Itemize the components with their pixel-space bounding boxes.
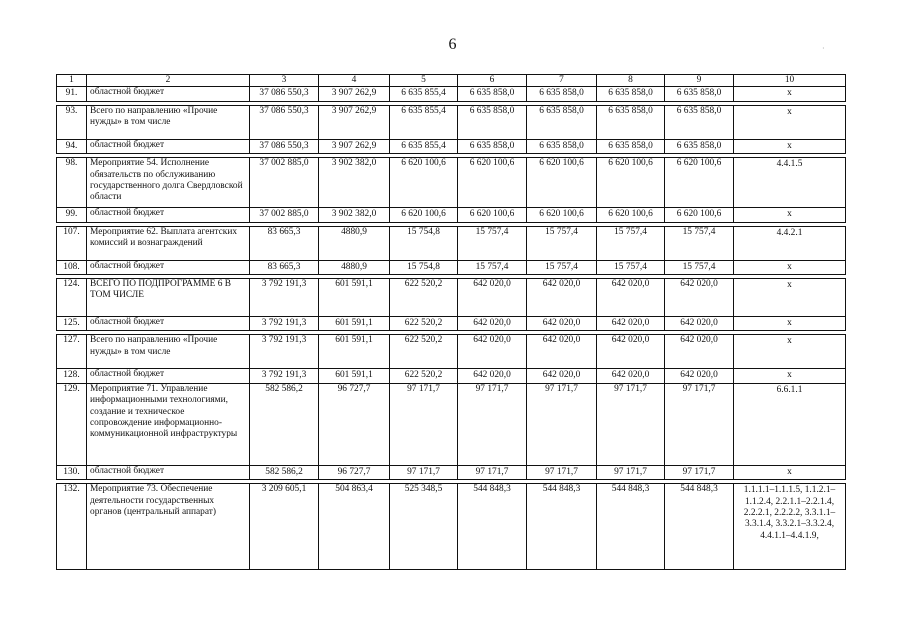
table-subrow (57, 317, 846, 331)
header-cell: 9 (665, 75, 734, 87)
amount-cell: 642 020,0 (527, 335, 597, 369)
amount-cell: 6 635 858,0 (665, 87, 734, 101)
amount-cell: 504 863,4 (319, 484, 390, 570)
amount-cell: 15 754,8 (390, 226, 458, 260)
row-name: ВСЕГО ПО ПОДПРОГРАММЕ 6 В ТОМ ЧИСЛЕ (87, 279, 250, 317)
amount-cell: 15 757,4 (527, 260, 597, 274)
target-code: x (734, 279, 846, 317)
amount-cell: 6 635 858,0 (527, 87, 597, 101)
amount-cell: 3 792 191,3 (250, 279, 319, 317)
amount-cell: 544 848,3 (458, 484, 527, 570)
amount-cell: 37 086 550,3 (250, 105, 319, 139)
amount-cell: 642 020,0 (527, 369, 597, 383)
row-name: Мероприятие 71. Управление информационными технологиями, создание и техническое сопровождение информационно-коммуникационной инфраструктуры (87, 383, 250, 465)
row-number: 128. (57, 369, 87, 383)
amount-cell: 96 727,7 (319, 465, 390, 479)
row-number: 99. (57, 208, 87, 222)
row-number: 130. (57, 465, 87, 479)
amount-cell: 601 591,1 (319, 369, 390, 383)
table-row (57, 484, 846, 570)
table-row (57, 226, 846, 260)
amount-cell: 6 635 858,0 (458, 87, 527, 101)
amount-cell: 582 586,2 (250, 383, 319, 465)
target-code: x (734, 260, 846, 274)
amount-cell: 97 171,7 (527, 465, 597, 479)
amount-cell: 6 635 855,4 (390, 87, 458, 101)
table-row (57, 105, 846, 139)
scan-speck: · (822, 44, 825, 53)
amount-cell: 4880,9 (319, 260, 390, 274)
amount-cell: 83 665,3 (250, 260, 319, 274)
row-name: областной бюджет (87, 208, 250, 222)
amount-cell: 97 171,7 (597, 465, 665, 479)
amount-cell: 582 586,2 (250, 465, 319, 479)
amount-cell: 6 635 858,0 (527, 105, 597, 139)
amount-cell: 3 907 262,9 (319, 105, 390, 139)
row-number: 129. (57, 383, 87, 465)
amount-cell: 97 171,7 (665, 465, 734, 479)
target-code: x (734, 369, 846, 383)
amount-cell: 544 848,3 (527, 484, 597, 570)
amount-cell: 3 209 605,1 (250, 484, 319, 570)
amount-cell: 642 020,0 (665, 279, 734, 317)
row-number: 91. (57, 87, 87, 101)
amount-cell: 6 635 858,0 (458, 105, 527, 139)
table-row (57, 158, 846, 208)
header-cell: 7 (527, 75, 597, 87)
amount-cell: 97 171,7 (390, 383, 458, 465)
row-name: областной бюджет (87, 260, 250, 274)
amount-cell: 97 171,7 (458, 383, 527, 465)
target-code: x (734, 335, 846, 369)
amount-cell: 642 020,0 (597, 279, 665, 317)
amount-cell: 6 635 858,0 (665, 105, 734, 139)
column-number-header (57, 75, 846, 87)
row-number: 124. (57, 279, 87, 317)
target-code: x (734, 465, 846, 479)
amount-cell: 6 620 100,6 (527, 158, 597, 208)
amount-cell: 15 757,4 (527, 226, 597, 260)
row-name: Мероприятие 73. Обеспечение деятельности государственных органов (центральный аппарат) (87, 484, 250, 570)
amount-cell: 3 907 262,9 (319, 87, 390, 101)
amount-cell: 3 907 262,9 (319, 139, 390, 153)
amount-cell: 6 635 858,0 (458, 139, 527, 153)
row-name: областной бюджет (87, 87, 250, 101)
row-name: областной бюджет (87, 317, 250, 331)
amount-cell: 642 020,0 (597, 335, 665, 369)
table-subrow (57, 139, 846, 153)
amount-cell: 6 635 855,4 (390, 139, 458, 153)
amount-cell: 97 171,7 (527, 383, 597, 465)
table-row (57, 383, 846, 465)
amount-cell: 525 348,5 (390, 484, 458, 570)
amount-cell: 3 792 191,3 (250, 317, 319, 331)
amount-cell: 83 665,3 (250, 226, 319, 260)
header-cell: 8 (597, 75, 665, 87)
amount-cell: 642 020,0 (527, 279, 597, 317)
amount-cell: 3 792 191,3 (250, 335, 319, 369)
amount-cell: 601 591,1 (319, 317, 390, 331)
amount-cell: 6 620 100,6 (390, 208, 458, 222)
amount-cell: 622 520,2 (390, 317, 458, 331)
header-cell: 2 (87, 75, 250, 87)
amount-cell: 6 620 100,6 (597, 208, 665, 222)
amount-cell: 6 620 100,6 (458, 208, 527, 222)
table-subrow (57, 208, 846, 222)
budget-table-container (56, 74, 845, 570)
amount-cell: 6 635 855,4 (390, 105, 458, 139)
target-code: x (734, 139, 846, 153)
amount-cell: 6 635 858,0 (597, 139, 665, 153)
amount-cell: 642 020,0 (597, 369, 665, 383)
row-name: областной бюджет (87, 465, 250, 479)
amount-cell: 601 591,1 (319, 335, 390, 369)
amount-cell: 97 171,7 (458, 465, 527, 479)
row-name: областной бюджет (87, 139, 250, 153)
amount-cell: 37 002 885,0 (250, 158, 319, 208)
amount-cell: 4880,9 (319, 226, 390, 260)
amount-cell: 15 757,4 (665, 226, 734, 260)
amount-cell: 3 792 191,3 (250, 369, 319, 383)
amount-cell: 544 848,3 (597, 484, 665, 570)
amount-cell: 15 757,4 (458, 260, 527, 274)
row-number: 94. (57, 139, 87, 153)
amount-cell: 6 620 100,6 (665, 208, 734, 222)
amount-cell: 6 620 100,6 (665, 158, 734, 208)
target-code: 4.4.2.1 (734, 226, 846, 260)
table-subrow (57, 260, 846, 274)
amount-cell: 622 520,2 (390, 369, 458, 383)
header-cell: 10 (734, 75, 846, 87)
target-code: 6.6.1.1 (734, 383, 846, 465)
amount-cell: 15 757,4 (458, 226, 527, 260)
amount-cell: 6 635 858,0 (597, 87, 665, 101)
amount-cell: 642 020,0 (458, 317, 527, 331)
amount-cell: 97 171,7 (597, 383, 665, 465)
row-name: областной бюджет (87, 369, 250, 383)
row-name: Всего по направлению «Прочие нужды» в том числе (87, 105, 250, 139)
amount-cell: 37 086 550,3 (250, 139, 319, 153)
table-row (57, 335, 846, 369)
row-number: 127. (57, 335, 87, 369)
header-cell: 1 (57, 75, 87, 87)
row-number: 98. (57, 158, 87, 208)
amount-cell: 96 727,7 (319, 383, 390, 465)
target-code: 4.4.1.5 (734, 158, 846, 208)
row-number: 108. (57, 260, 87, 274)
table-subrow (57, 369, 846, 383)
amount-cell: 37 086 550,3 (250, 87, 319, 101)
amount-cell: 3 902 382,0 (319, 158, 390, 208)
amount-cell: 6 620 100,6 (597, 158, 665, 208)
amount-cell: 37 002 885,0 (250, 208, 319, 222)
amount-cell: 642 020,0 (527, 317, 597, 331)
row-number: 93. (57, 105, 87, 139)
target-code: x (734, 317, 846, 331)
amount-cell: 642 020,0 (458, 369, 527, 383)
amount-cell: 642 020,0 (665, 369, 734, 383)
target-code: x (734, 208, 846, 222)
budget-table (56, 74, 846, 570)
amount-cell: 3 902 382,0 (319, 208, 390, 222)
target-code: x (734, 105, 846, 139)
amount-cell: 642 020,0 (458, 279, 527, 317)
header-cell: 4 (319, 75, 390, 87)
row-number: 107. (57, 226, 87, 260)
table-row (57, 279, 846, 317)
target-code: x (734, 87, 846, 101)
amount-cell: 97 171,7 (665, 383, 734, 465)
amount-cell: 6 620 100,6 (390, 158, 458, 208)
header-cell: 3 (250, 75, 319, 87)
row-number: 125. (57, 317, 87, 331)
amount-cell: 642 020,0 (665, 317, 734, 331)
amount-cell: 642 020,0 (458, 335, 527, 369)
header-cell: 6 (458, 75, 527, 87)
table-body (57, 75, 846, 570)
table-subrow (57, 87, 846, 101)
amount-cell: 6 635 858,0 (597, 105, 665, 139)
amount-cell: 6 635 858,0 (665, 139, 734, 153)
amount-cell: 6 620 100,6 (527, 208, 597, 222)
amount-cell: 544 848,3 (665, 484, 734, 570)
amount-cell: 642 020,0 (597, 317, 665, 331)
page-number: 6 (448, 36, 457, 53)
amount-cell: 6 620 100,6 (458, 158, 527, 208)
amount-cell: 601 591,1 (319, 279, 390, 317)
amount-cell: 622 520,2 (390, 279, 458, 317)
target-code: 1.1.1.1–1.1.1.5, 1.1.2.1–1.1.2.4, 2.2.1.1–2.2.1.4, 2.2.2.1, 2.2.2.2, 3.3.1.1–3.3.1.4, 3.3.2.1–3.3.2.4, 4.4.1.1–4.4.1.9, (734, 484, 846, 570)
amount-cell: 642 020,0 (665, 335, 734, 369)
row-name: Всего по направлению «Прочие нужды» в том числе (87, 335, 250, 369)
amount-cell: 15 757,4 (597, 226, 665, 260)
amount-cell: 6 635 858,0 (527, 139, 597, 153)
amount-cell: 15 757,4 (665, 260, 734, 274)
amount-cell: 622 520,2 (390, 335, 458, 369)
amount-cell: 15 757,4 (597, 260, 665, 274)
row-name: Мероприятие 54. Исполнение обязательств по обслуживанию государственного долга Свердловской области (87, 158, 250, 208)
amount-cell: 97 171,7 (390, 465, 458, 479)
row-name: Мероприятие 62. Выплата агентских комиссий и вознаграждений (87, 226, 250, 260)
table-subrow (57, 465, 846, 479)
amount-cell: 15 754,8 (390, 260, 458, 274)
row-number: 132. (57, 484, 87, 570)
header-cell: 5 (390, 75, 458, 87)
